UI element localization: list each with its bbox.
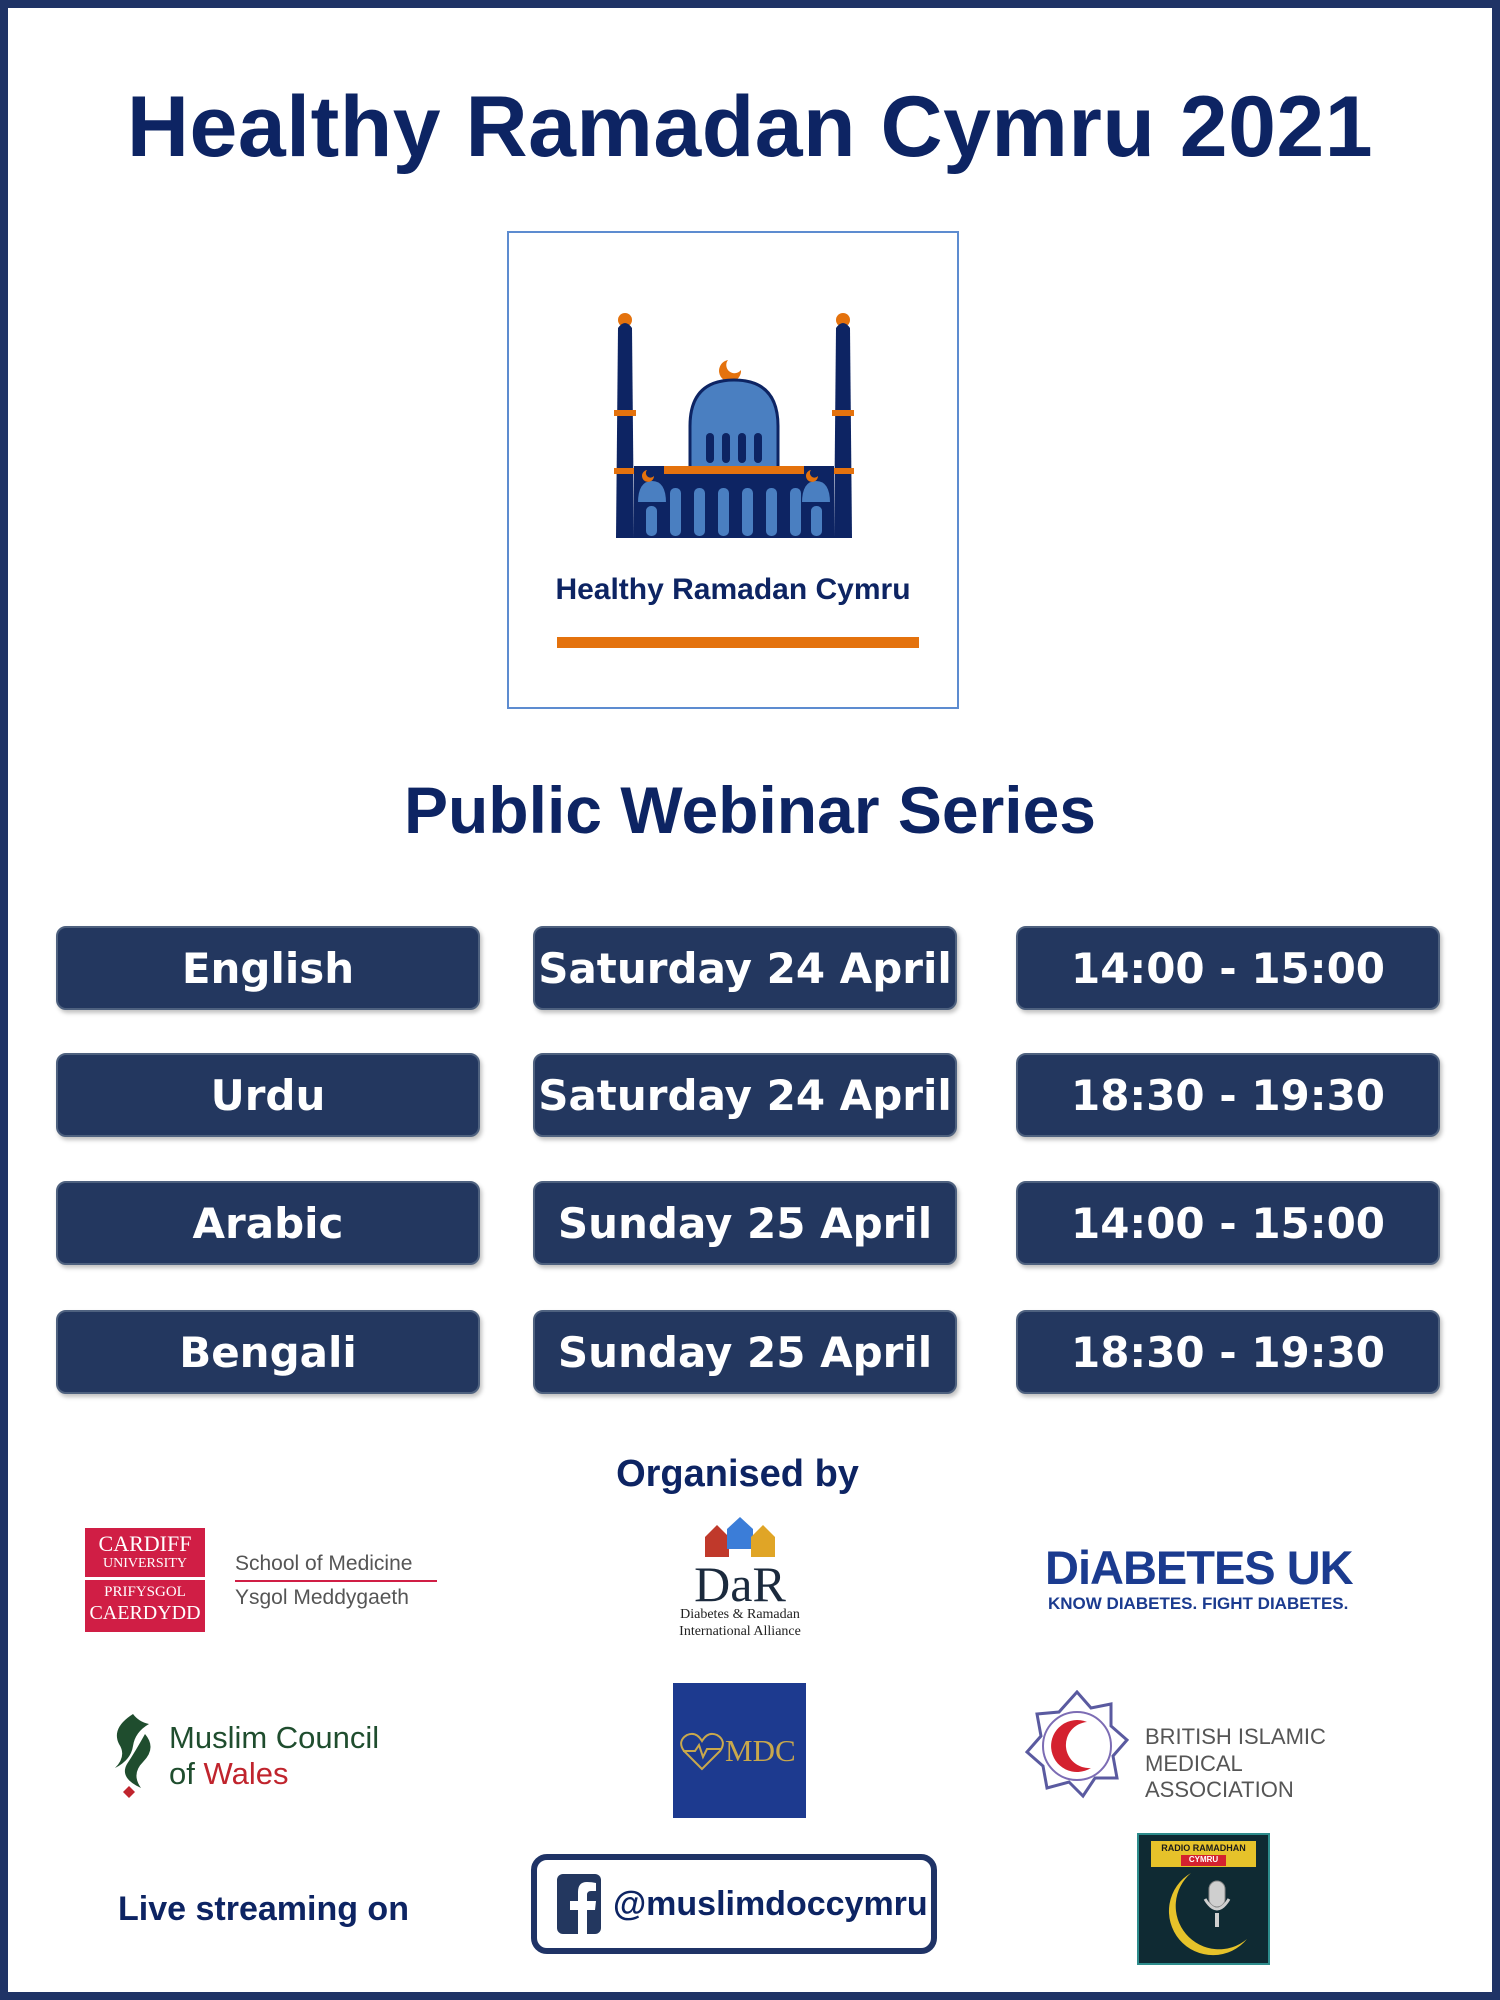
mcw-emblem-icon [105,1712,161,1798]
healthy-ramadan-logo [507,231,959,709]
mdc-logo: MDC [673,1683,806,1818]
mosque-icon [604,308,864,558]
date-cell: Sunday 25 April [533,1310,957,1394]
language-cell: Urdu [56,1053,480,1137]
logo-underline [557,637,919,648]
live-streaming-label: Live streaming on [118,1890,409,1928]
diabetes-uk-logo: DiABETES UK KNOW DIABETES. FIGHT DIABETES. [1045,1541,1353,1613]
bima-crescent-icon [1025,1690,1129,1800]
time-cell: 14:00 - 15:00 [1016,926,1440,1010]
page-title: Healthy Ramadan Cymru 2021 [126,79,1374,175]
organised-by-heading: Organised by [616,1453,859,1495]
language-cell: Arabic [56,1181,480,1265]
cardiff-university-logo: CARDIFF UNIVERSITY PRIFYSGOL CAERDYDD School of Medicine Ysgol Meddygaeth [85,1528,445,1632]
logo-wordmark: Healthy Ramadan Cymru [555,573,911,606]
facebook-handle-button[interactable] [531,1854,937,1954]
section-title: Public Webinar Series [403,773,1097,847]
facebook-icon [557,1874,601,1934]
muslim-council-of-wales-logo: Muslim Council of Wales [105,1708,395,1800]
bima-logo: BRITISH ISLAMIC MEDICAL ASSOCIATION [1025,1690,1385,1800]
crescent-microphone-icon [1151,1869,1256,1961]
date-cell: Sunday 25 April [533,1181,957,1265]
houses-icon [697,1515,783,1559]
time-cell: 18:30 - 19:30 [1016,1310,1440,1394]
facebook-handle: @muslimdoccymru [613,1884,928,1923]
radio-ramadhan-cymru-logo: RADIO RAMADHAN CYMRU [1137,1833,1270,1965]
date-cell: Saturday 24 April [533,926,957,1010]
dar-logo: DaR Diabetes & Ramadan International Alliance [655,1515,825,1643]
language-cell: English [56,926,480,1010]
heart-icon [679,1731,725,1771]
cardiff-crest: CARDIFF UNIVERSITY PRIFYSGOL CAERDYDD [85,1528,205,1632]
date-cell: Saturday 24 April [533,1053,957,1137]
language-cell: Bengali [56,1310,480,1394]
time-cell: 18:30 - 19:30 [1016,1053,1440,1137]
time-cell: 14:00 - 15:00 [1016,1181,1440,1265]
